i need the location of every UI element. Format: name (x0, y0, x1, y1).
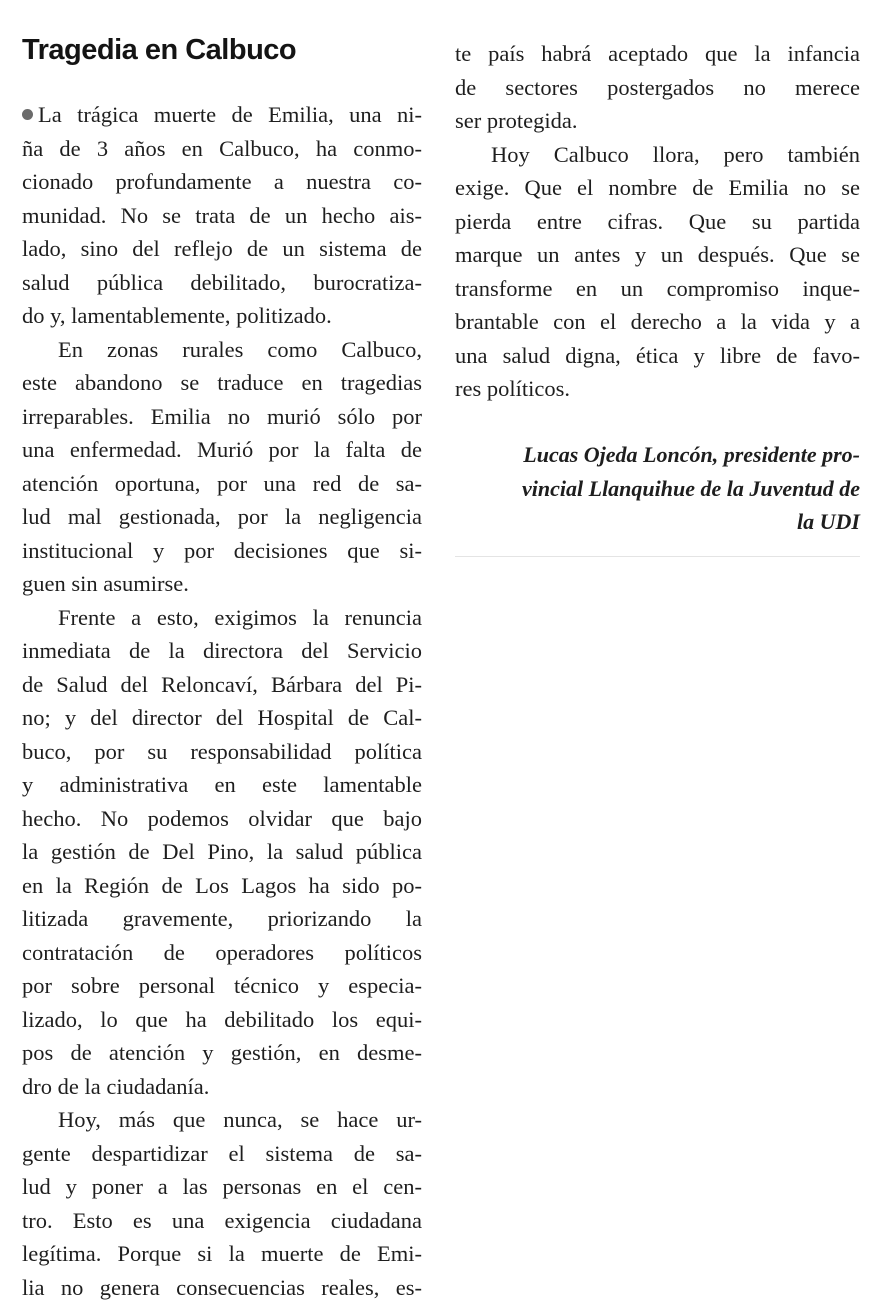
text-line: Frente a esto, exigimos la renuncia (58, 604, 422, 630)
text-line: pierda entre cifras. Que su partida (455, 208, 860, 234)
text-line: lud mal gestionada, por la negligencia (22, 504, 422, 529)
text-line: lia no genera consecuencias reales, es- (22, 1274, 422, 1300)
author-signature (455, 438, 860, 539)
bullet-icon (22, 109, 33, 120)
text-line: gente despartidizar el sistema de sa- (22, 1140, 422, 1166)
article-title: Tragedia en Calbuco (22, 34, 297, 66)
signature-line: vincial Llanquihue de la Juventud de (522, 475, 860, 501)
text-line: pos de atención y gestión, en desme- (22, 1040, 422, 1065)
text-line: atención oportuna, por una red de sa- (22, 470, 422, 496)
text-line: do y, lamentablemente, politizado. (22, 303, 332, 328)
text-line (22, 98, 422, 132)
column-divider (455, 556, 860, 557)
text-line: res políticos. (455, 376, 570, 401)
text-line: lizado, lo que ha debilitado los equi- (22, 1006, 422, 1032)
text-line: irreparables. Emilia no murió sólo por (22, 403, 422, 429)
text-line: hecho. No podemos olvidar que bajo (22, 805, 422, 831)
text-line: de Salud del Reloncaví, Bárbara del Pi- (22, 671, 422, 697)
text-line: la gestión de Del Pino, la salud pública (22, 839, 422, 864)
text-line-content: La trágica muerte de Emilia, una ni- (38, 102, 422, 127)
text-line: en la Región de Los Lagos ha sido po- (22, 872, 422, 898)
text-line: ser protegida. (455, 108, 578, 133)
signature-line: Lucas Ojeda Loncón, presidente pro- (523, 442, 860, 467)
text-line: te país habrá aceptado que la infancia (455, 41, 860, 66)
signature-line: la UDI (797, 509, 860, 534)
text-line: inmediata de la directora del Servicio (22, 638, 422, 663)
text-line: marque un antes y un después. Que se (455, 242, 860, 267)
text-line: guen sin asumirse. (22, 571, 189, 596)
text-line: Hoy Calbuco llora, pero también (491, 141, 860, 167)
text-line: litizada gravemente, priorizando la (22, 906, 422, 931)
text-line: legítima. Porque si la muerte de Emi- (22, 1241, 422, 1266)
text-line: una enfermedad. Murió por la falta de (22, 437, 422, 462)
text-line: dro de la ciudadanía. (22, 1073, 210, 1099)
text-line: una salud digna, ética y libre de favo- (455, 342, 860, 368)
text-line: lado, sino del reflejo de un sistema de (22, 236, 422, 261)
text-line: exige. Que el nombre de Emilia no se (455, 175, 860, 200)
text-line: Hoy, más que nunca, se hace ur- (58, 1107, 422, 1132)
text-line: contratación de operadores políticos (22, 939, 422, 965)
text-line: ña de 3 años en Calbuco, ha conmo- (22, 135, 422, 161)
text-line: cionado profundamente a nuestra co- (22, 169, 422, 194)
left-column (22, 98, 422, 1304)
right-column (455, 37, 860, 406)
text-line: buco, por su responsabilidad política (22, 738, 422, 764)
text-line: brantable con el derecho a la vida y a (455, 309, 860, 334)
text-line: munidad. No se trata de un hecho ais- (22, 202, 422, 228)
text-line: institucional y por decisiones que si- (22, 537, 422, 563)
text-line: de sectores postergados no merece (455, 74, 860, 100)
text-line: salud pública debilitado, burocratiza- (22, 269, 422, 295)
text-line: no; y del director del Hospital de Cal- (22, 705, 422, 730)
text-line: lud y poner a las personas en el cen- (22, 1174, 422, 1199)
text-line: transforme en un compromiso inque- (455, 275, 860, 301)
text-line: En zonas rurales como Calbuco, (58, 336, 422, 362)
text-line: por sobre personal técnico y especia- (22, 973, 422, 998)
text-line: este abandono se traduce en tragedias (22, 370, 422, 395)
text-line: y administrativa en este lamentable (22, 772, 422, 797)
text-line: tro. Esto es una exigencia ciudadana (22, 1207, 422, 1233)
